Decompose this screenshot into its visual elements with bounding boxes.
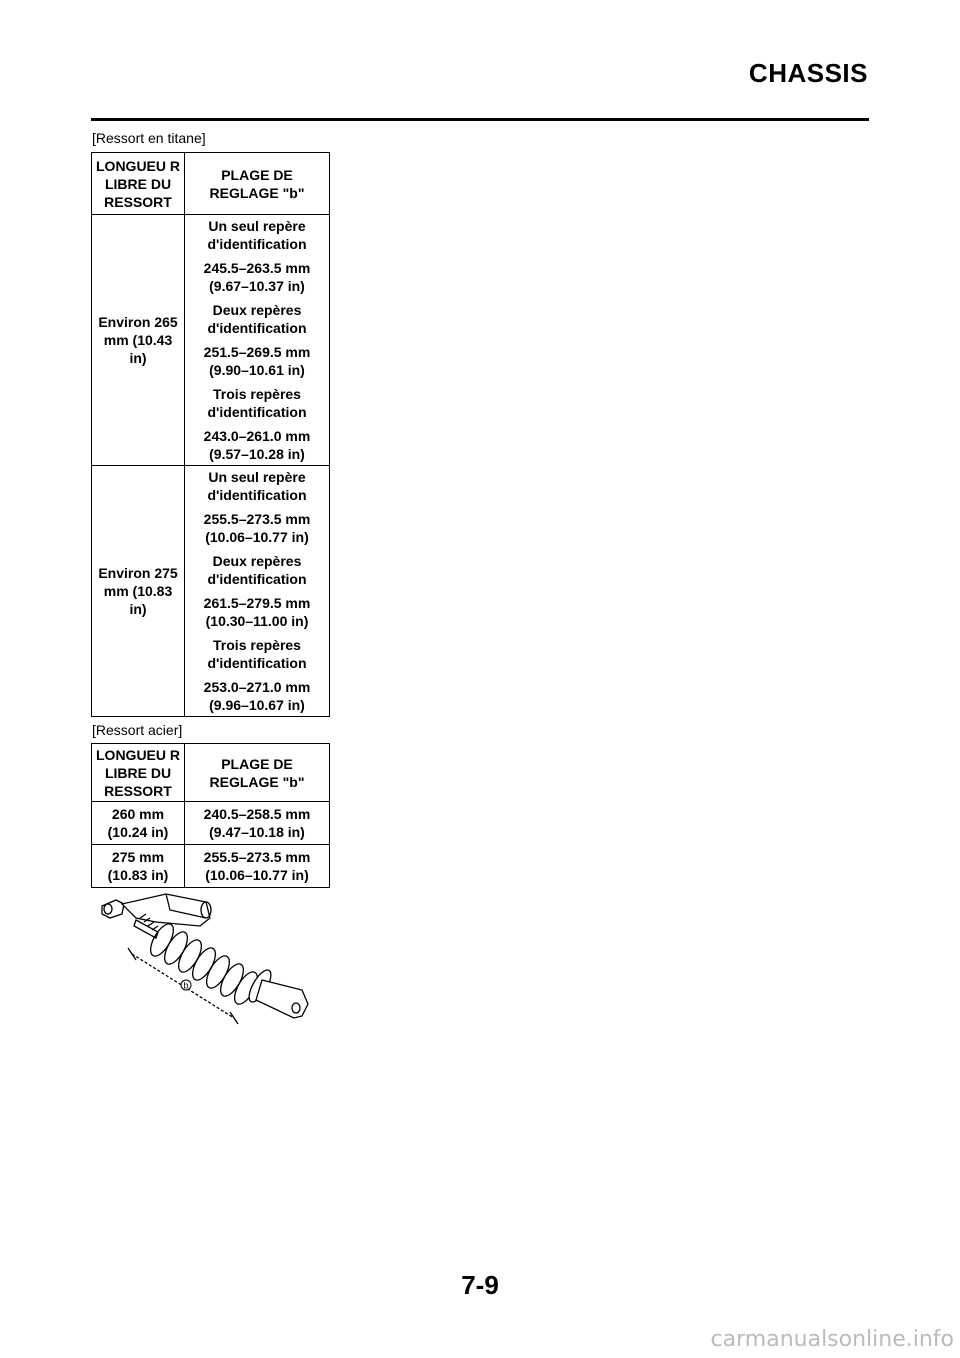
free-length-cell: Environ 275 mm (10.83 in) xyxy=(92,466,185,717)
range-value: 251.5–269.5 mm (9.90–10.61 in) xyxy=(203,344,311,378)
range-value: 255.5–273.5 mm (10.06–10.77 in) xyxy=(203,511,311,545)
col-header-free-length: LONGUEU R LIBRE DU RESSORT xyxy=(92,744,185,802)
identification-mark-label: Deux repères d'identification xyxy=(207,553,307,587)
range-value: 243.0–261.0 mm (9.57–10.28 in) xyxy=(203,428,311,462)
adjust-range-cell: 240.5–258.5 mm (9.47–10.18 in) xyxy=(185,802,330,845)
shock-absorber-illustration xyxy=(96,892,326,1032)
table-row xyxy=(92,466,330,717)
table-row xyxy=(92,802,330,845)
table-header-row xyxy=(92,744,330,802)
steel-section-label: [Ressort acier] xyxy=(92,722,183,738)
free-length-cell: Environ 265 mm (10.43 in) xyxy=(92,215,185,466)
page-title: CHASSIS xyxy=(748,58,868,88)
range-value: 245.5–263.5 mm (9.67–10.37 in) xyxy=(203,260,311,294)
col-header-free-length: LONGUEU R LIBRE DU RESSORT xyxy=(92,153,185,215)
identification-mark-label: Deux repères d'identification xyxy=(207,302,307,336)
callout-b-label: b xyxy=(183,980,189,991)
adjust-range-cell xyxy=(185,466,330,717)
range-value: 261.5–279.5 mm (10.30–11.00 in) xyxy=(203,595,311,629)
page-number: 7-9 xyxy=(461,1270,499,1300)
col-header-adjust-range: PLAGE DE REGLAGE "b" xyxy=(185,153,330,215)
titanium-spring-table xyxy=(91,152,330,717)
identification-mark-label: Un seul repère d'identification xyxy=(207,218,307,252)
titanium-section-label: [Ressort en titane] xyxy=(92,130,206,146)
range-value: 253.0–271.0 mm (9.96–10.67 in) xyxy=(203,679,311,713)
identification-mark-label: Un seul repère d'identification xyxy=(207,469,307,503)
table-row xyxy=(92,215,330,466)
col-header-adjust-range: PLAGE DE REGLAGE "b" xyxy=(185,744,330,802)
header-divider xyxy=(91,118,869,121)
free-length-cell: 260 mm (10.24 in) xyxy=(92,802,185,845)
table-row xyxy=(92,845,330,888)
watermark-text: carmanualsonline.info xyxy=(710,1327,954,1352)
identification-mark-label: Trois repères d'identification xyxy=(207,637,307,671)
table-header-row xyxy=(92,153,330,215)
free-length-cell: 275 mm (10.83 in) xyxy=(92,845,185,888)
adjust-range-cell: 255.5–273.5 mm (10.06–10.77 in) xyxy=(185,845,330,888)
steel-spring-table xyxy=(91,743,330,888)
identification-mark-label: Trois repères d'identification xyxy=(207,386,307,420)
adjust-range-cell xyxy=(185,215,330,466)
